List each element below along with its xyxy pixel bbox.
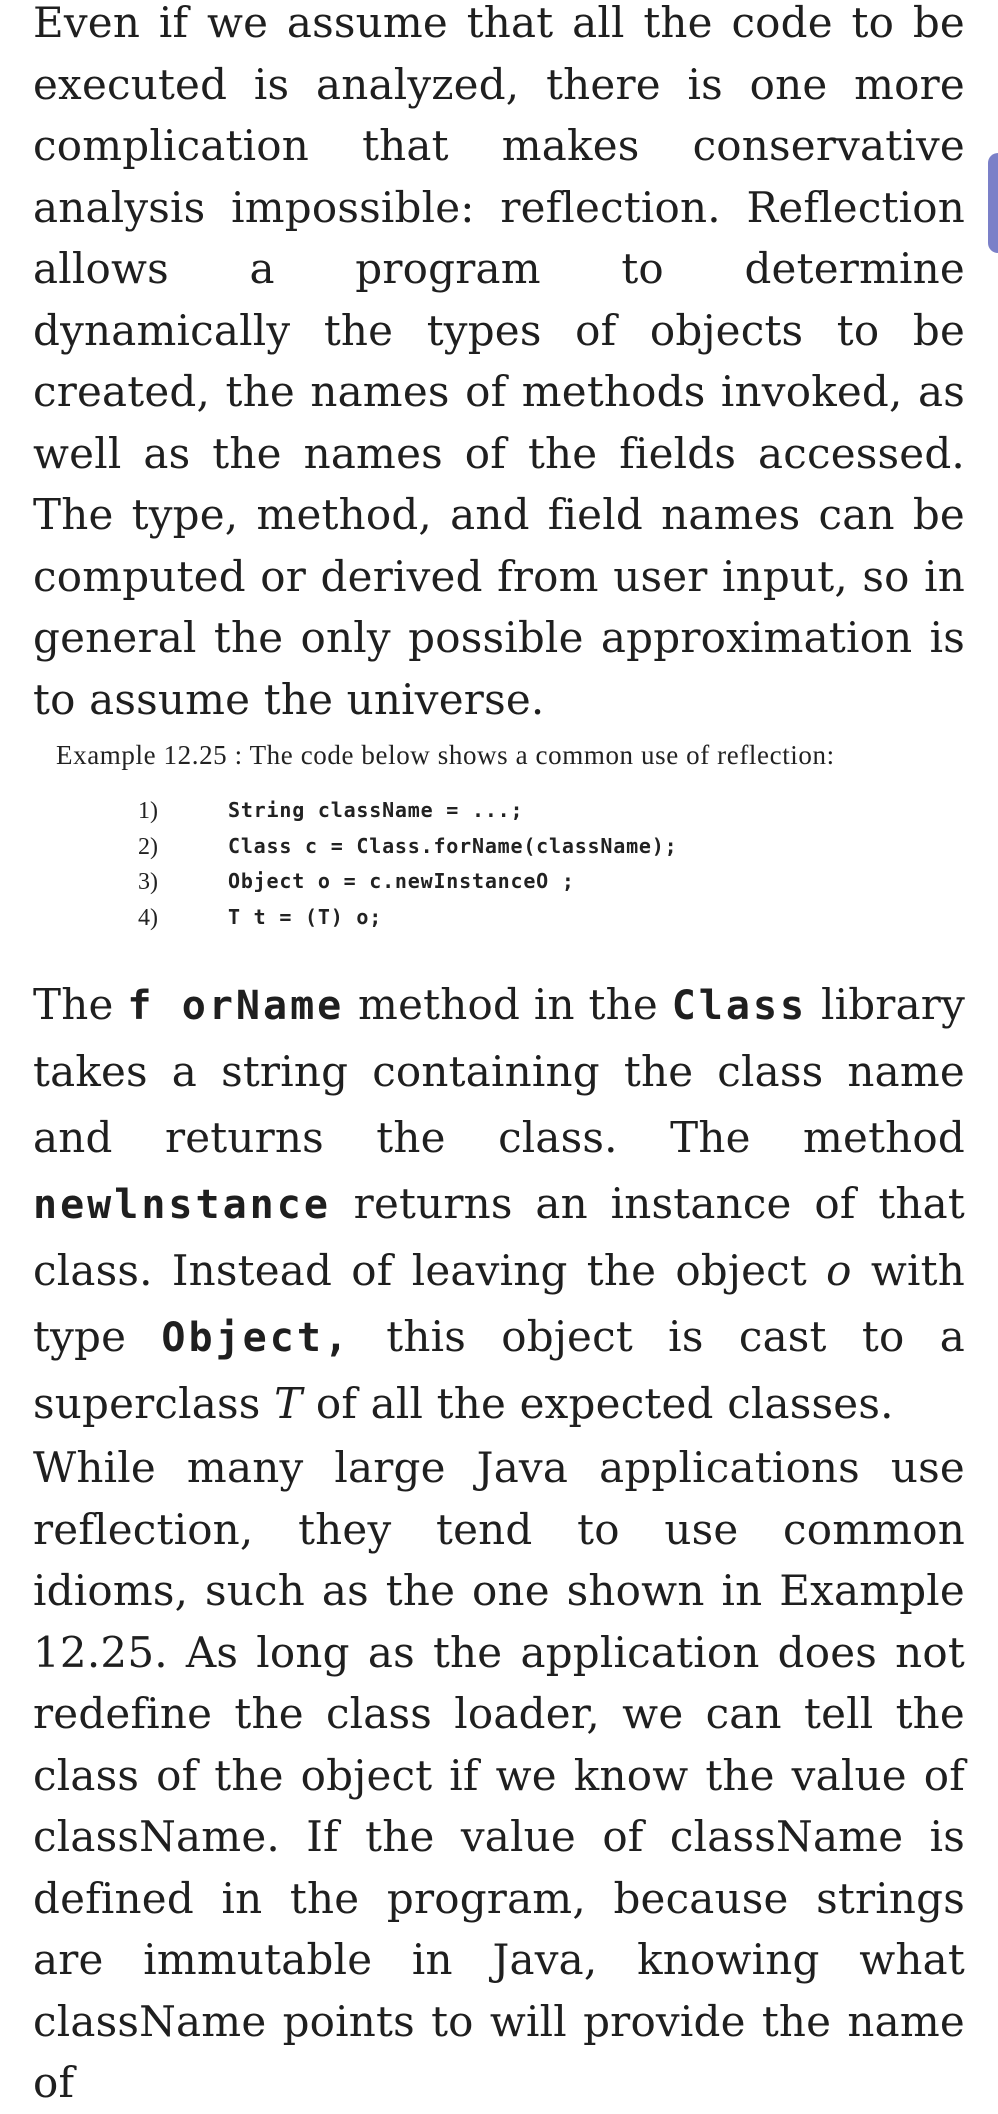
paragraph-forname-explanation [33, 972, 965, 1437]
paragraph-reflection-idioms: While many large Java applications use reflection, they tend to use common idioms, such as the one shown in Example 12.25. As long as the application does not redefine the class loader, we can tell the class of the object if we know the value of className. If the value of className is defined in the program, because strings are immutable in Java, knowing what className points to will provide the name of [33, 1443, 965, 2107]
code-text: String className = ...; [228, 798, 524, 822]
line-number: 1) [138, 798, 158, 824]
scroll-handle[interactable] [988, 153, 998, 253]
code-line [33, 798, 933, 834]
paragraph-reflection-intro: Even if we assume that all the code to be executed is analyzed, there is one more complication that makes conservative analysis impossible: reflection. Reflection allows a program to determine dynamically the types of objects to be created, the names of methods invoked, as well as the names of the fields accessed. The type, method, and field names can be computed or derived from user input, so in general the only possible approximation is to assume the universe. [33, 0, 965, 724]
text-run: with type [33, 1246, 965, 1361]
example-caption: Example 12.25 : The code below shows a common use of reflection: [56, 740, 835, 770]
inline-code-forname: f orName [127, 983, 345, 1029]
text-run: of all the expected classes. [302, 1379, 894, 1428]
math-var-o: o [826, 1246, 852, 1295]
code-line [33, 905, 933, 941]
text-run: this object is cast to a superclass [33, 1312, 965, 1428]
text-run: The [33, 980, 128, 1029]
code-line [33, 869, 933, 905]
inline-code-object: Object, [161, 1315, 351, 1361]
line-number: 4) [138, 905, 158, 931]
text-run: library takes a string containing the class name and returns the class. The method [33, 980, 966, 1162]
line-number: 2) [138, 834, 158, 860]
code-text: T t = (T) o; [228, 905, 383, 929]
line-number: 3) [138, 869, 158, 895]
code-line [33, 834, 933, 870]
code-text: Class c = Class.forName(className); [228, 834, 678, 858]
text-run: returns an instance of that class. Instead of leaving the object [33, 1179, 965, 1295]
code-text: Object o = c.newInstanceO ; [228, 869, 575, 893]
example-block [33, 740, 965, 972]
math-var-t: T [274, 1379, 303, 1428]
inline-code-class: Class [671, 983, 808, 1029]
text-run: method in the [344, 980, 672, 1029]
inline-code-newinstance: newlnstance [33, 1182, 331, 1228]
reader-page [33, 0, 965, 2114]
